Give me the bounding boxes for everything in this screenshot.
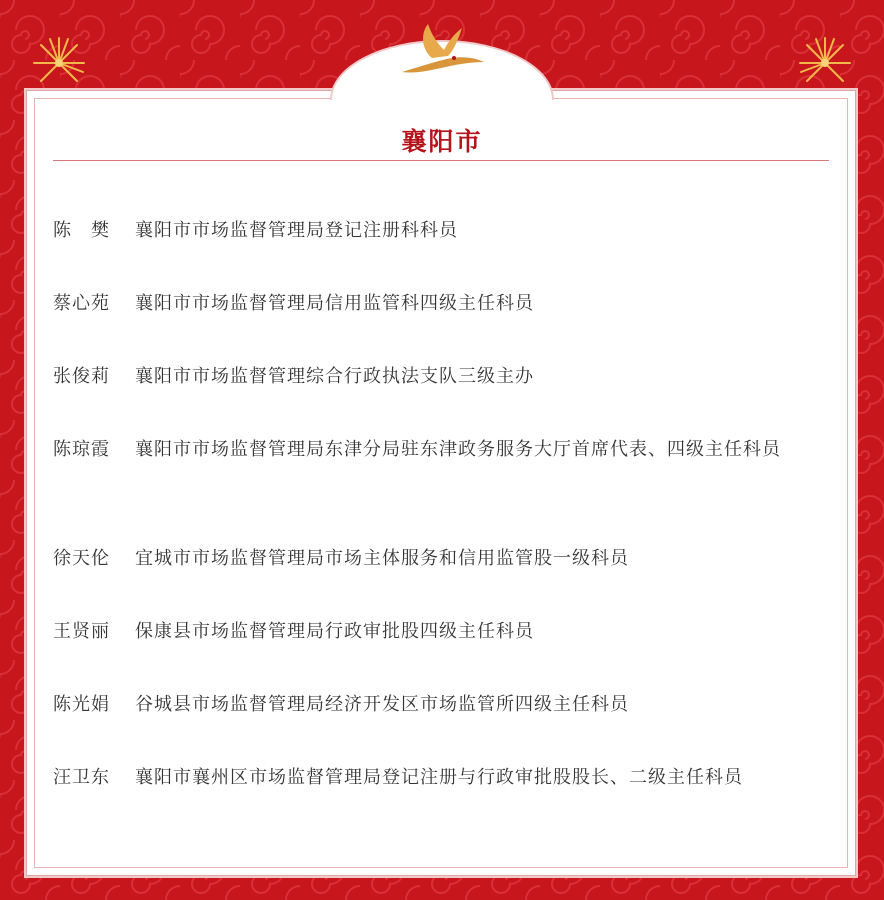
list-item (53, 359, 829, 395)
person-title: 襄阳市市场监督管理局信用监管科四级主任科员 (135, 293, 534, 314)
person-name: 陈光娟 (53, 694, 110, 715)
person-title: 襄阳市市场监督管理局东津分局驻东津政务服务大厅首席代表、四级主任科员 (135, 439, 781, 460)
list-item (53, 541, 829, 577)
page-title: 襄阳市 (401, 127, 483, 156)
person-title: 宜城市市场监督管理局市场主体服务和信用监管股一级科员 (135, 548, 629, 569)
list-item (53, 286, 829, 322)
person-title: 襄阳市襄州区市场监督管理局登记注册与行政审批股股长、二级主任科员 (135, 767, 743, 788)
title-divider (53, 160, 829, 161)
person-name: 蔡心苑 (53, 293, 110, 314)
person-title: 襄阳市市场监督管理综合行政执法支队三级主办 (135, 366, 534, 387)
person-name: 陈 樊 (53, 220, 110, 241)
list-item (53, 614, 829, 650)
list-item (53, 432, 829, 468)
person-name: 王贤丽 (53, 621, 110, 642)
firework-icon (30, 34, 88, 92)
list-item (53, 687, 829, 723)
person-name: 汪卫东 (53, 767, 110, 788)
crane-icon (392, 20, 492, 80)
person-name: 张俊莉 (53, 366, 110, 387)
person-name: 徐天伦 (53, 548, 110, 569)
list-item (53, 760, 829, 796)
firework-icon (796, 34, 854, 92)
person-title: 襄阳市市场监督管理局登记注册科科员 (135, 220, 458, 241)
person-title: 谷城县市场监督管理局经济开发区市场监管所四级主任科员 (135, 694, 629, 715)
person-title: 保康县市场监督管理局行政审批股四级主任科员 (135, 621, 534, 642)
person-name: 陈琼霞 (53, 439, 110, 460)
list-item (53, 213, 829, 249)
